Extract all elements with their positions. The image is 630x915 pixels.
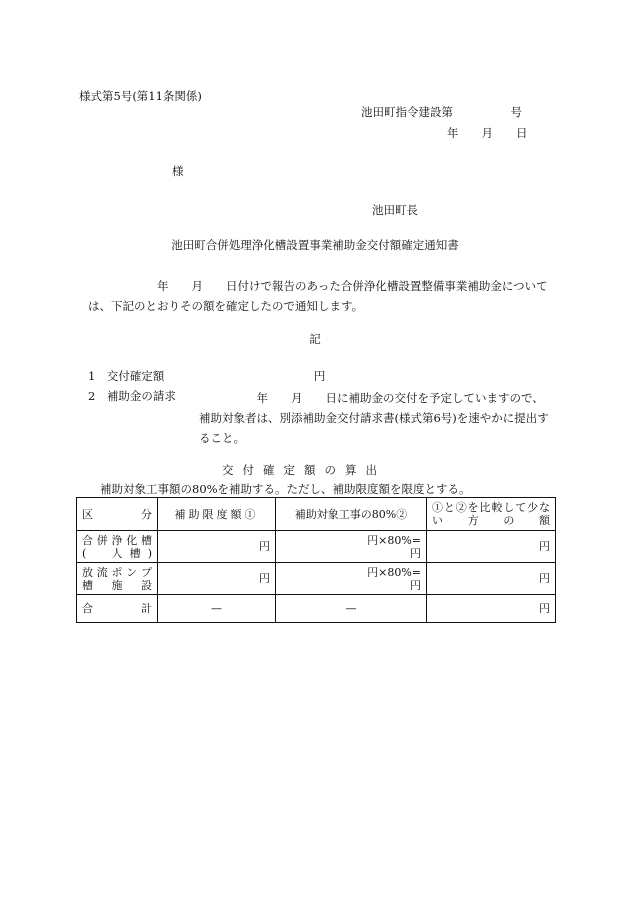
ki-heading: 記 — [309, 332, 321, 346]
document-date: 年 月 日 — [447, 126, 528, 140]
form-number: 様式第5号(第11条関係) — [79, 89, 202, 103]
row-label — [77, 563, 158, 595]
item-confirmed-amount: 1 交付確定額 円 — [88, 369, 326, 383]
addressee: 様 — [172, 164, 184, 178]
item-request-label: 2 補助金の請求 — [88, 389, 176, 403]
body-paragraph — [88, 276, 550, 316]
row-calc-line1: 円×80%= — [367, 565, 421, 579]
issuer: 池田町長 — [372, 203, 418, 217]
row-calc — [276, 563, 427, 595]
row-calc-line2: 円 — [410, 578, 421, 592]
table-row — [77, 563, 556, 595]
row-lesser: 円 — [427, 531, 556, 563]
header-limit: 補助限度額① — [158, 498, 276, 531]
calculation-title: 交付確定額の算出 — [222, 463, 386, 477]
header-eighty-percent: 補助対象工事の80%② — [276, 498, 427, 531]
calculation-note: 補助対象工事額の80%を補助する。ただし、補助限度額を限度とする。 — [100, 482, 471, 496]
row-limit: 円 — [158, 531, 276, 563]
header-category: 区 分 — [77, 498, 158, 531]
table-row — [77, 531, 556, 563]
total-limit: — — [158, 595, 276, 623]
table-header-row — [77, 498, 556, 531]
row-label — [77, 531, 158, 563]
header-lesser-amount: ①と②を比較して少ない方の額 — [427, 498, 556, 531]
row-label-line2: 槽 施 設 — [82, 578, 152, 592]
row-label-line1: 合併浄化槽 — [82, 533, 152, 547]
row-calc-line1: 円×80%= — [367, 533, 421, 547]
row-limit: 円 — [158, 563, 276, 595]
total-calc: — — [276, 595, 427, 623]
body-text: 年 月 日付けで報告のあった合併浄化槽設置整備事業補助金については、下記のとおりその額を確定したので通知します。 — [88, 279, 548, 313]
body-indent — [88, 279, 157, 293]
row-label-line1: 放流ポンプ — [82, 565, 152, 579]
row-calc-line2: 円 — [410, 546, 421, 560]
total-lesser: 円 — [427, 595, 556, 623]
calculation-table — [76, 497, 556, 623]
table-total-row — [77, 595, 556, 623]
document-title: 池田町合併処理浄化槽設置事業補助金交付額確定通知書 — [171, 238, 459, 252]
total-label: 合 計 — [77, 595, 158, 623]
row-lesser: 円 — [427, 563, 556, 595]
item-request-text: 年 月 日に補助金の交付を予定していますので、補助対象者は、別添補助金交付請求書(様式第6号)を速やかに提出すること。 — [199, 391, 549, 445]
row-calc — [276, 531, 427, 563]
row-label-line2: ( 人槽) — [82, 546, 152, 560]
document-number: 池田町指令建設第 号 — [361, 105, 522, 119]
